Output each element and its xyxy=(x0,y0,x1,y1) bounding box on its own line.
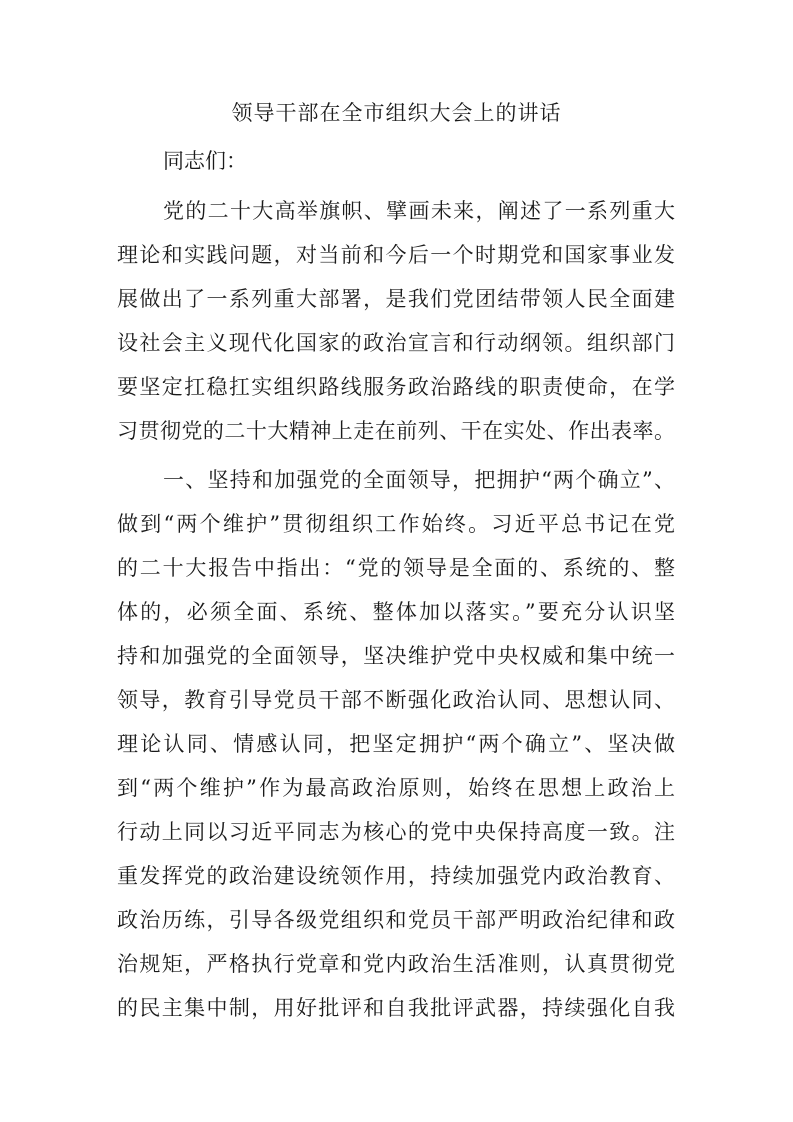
text-line: 习贯彻党的二十大精神上走在前列、干在实处、作出表率。 xyxy=(117,419,675,443)
text-line: 党的二十大高举旗帜、擘画未来，阐述了一系列重大 xyxy=(163,199,675,223)
text-line: 的二十大报告中指出：“党的领导是全面的、系统的、整 xyxy=(117,556,675,580)
text-line: 持和加强党的全面领导，坚决维护党中央权威和集中统一 xyxy=(117,644,675,668)
text-line: 一、坚持和加强党的全面领导，把拥护“两个确立”、 xyxy=(163,468,675,492)
text-line: 做到“两个维护”贯彻组织工作始终。习近平总书记在党 xyxy=(117,512,675,536)
text-line: 重发挥党的政治建设统领作用，持续加强党内政治教育、 xyxy=(117,864,675,888)
text-line: 领导，教育引导党员干部不断强化政治认同、思想认同、 xyxy=(117,688,675,712)
text-line: 的民主集中制，用好批评和自我批评武器，持续强化自我 xyxy=(117,996,675,1020)
text-line: 行动上同以习近平同志为核心的党中央保持高度一致。注 xyxy=(117,820,675,844)
document-title: 领导干部在全市组织大会上的讲话 xyxy=(231,101,562,125)
text-line: 设社会主义现代化国家的政治宣言和行动纲领。组织部门 xyxy=(117,331,675,355)
text-line: 政治历练，引导各级党组织和党员干部严明政治纪律和政 xyxy=(117,908,675,932)
text-line: 理论和实践问题，对当前和今后一个时期党和国家事业发 xyxy=(117,243,675,267)
text-line: 理论认同、情感认同，把坚定拥护“两个确立”、坚决做 xyxy=(117,732,675,756)
text-line: 展做出了一系列重大部署，是我们党团结带领人民全面建 xyxy=(117,287,675,311)
text-line: 要坚定扛稳扛实组织路线服务政治路线的职责使命，在学 xyxy=(117,375,675,399)
text-line: 到“两个维护”作为最高政治原则，始终在思想上政治上 xyxy=(117,776,675,800)
text-line: 体的，必须全面、系统、整体加以落实。”要充分认识坚 xyxy=(117,600,675,624)
text-line: 治规矩，严格执行党章和党内政治生活准则，认真贯彻党 xyxy=(117,952,675,976)
greeting-text: 同志们： xyxy=(163,149,247,173)
